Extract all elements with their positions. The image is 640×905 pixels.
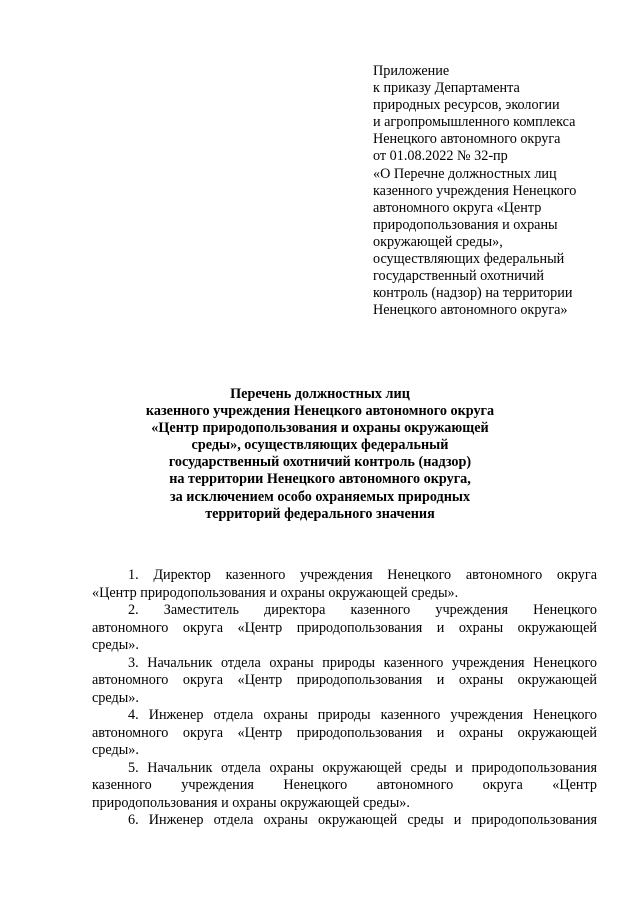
appendix-line: от 01.08.2022 № 32-пр	[373, 148, 508, 165]
list-item	[92, 812, 597, 830]
list-item-line: природопользования и охраны окружающей среды».	[92, 794, 410, 811]
appendix-line: к приказу Департамента	[373, 80, 520, 97]
title-line: «Центр природопользования и охраны окружающей	[151, 420, 489, 437]
appendix-block	[373, 63, 623, 319]
list-item	[92, 567, 597, 602]
document-title	[100, 386, 540, 523]
title-line: на территории Ненецкого автономного округа,	[169, 471, 471, 488]
list-item-line: автономного округа «Центр природопользования и охраны окружающей	[92, 672, 597, 688]
list-item-line: среды».	[92, 689, 139, 706]
list-item-line: казенного учреждения Ненецкого автономного округа «Центр	[92, 777, 597, 793]
title-line: государственный охотничий контроль (надзор)	[168, 454, 472, 471]
appendix-line: «О Перечне должностных лиц	[373, 165, 557, 182]
list-item-line: среды».	[92, 742, 139, 758]
list-item-line: 1. Директор казенного учреждения Ненецкого автономного округа	[128, 567, 597, 583]
list-item-line: 6. Инженер отдела охраны окружающей среды и природопользования	[128, 812, 597, 828]
appendix-line: казенного учреждения Ненецкого	[373, 182, 577, 199]
title-line: казенного учреждения Ненецкого автономного округа	[145, 403, 495, 420]
appendix-line: природопользования и охраны	[373, 216, 558, 233]
list-item-line: 4. Инженер отдела охраны природы казенного учреждения Ненецкого	[128, 707, 597, 723]
appendix-line: природных ресурсов, экологии	[373, 97, 560, 114]
appendix-line: окружающей среды»,	[373, 233, 503, 250]
title-line: за исключением особо охраняемых природных	[169, 488, 471, 505]
list-item	[92, 760, 597, 813]
title-line: среды», осуществляющих федеральный	[191, 437, 449, 454]
title-line: Перечень должностных лиц	[230, 386, 410, 402]
list-item-line: 5. Начальник отдела охраны окружающей среды и природопользования	[128, 759, 597, 776]
list-item-line: автономного округа «Центр природопользования и охраны окружающей	[92, 619, 597, 636]
list-item-line: «Центр природопользования и охраны окружающей среды».	[92, 584, 459, 601]
appendix-line: осуществляющих федеральный	[373, 251, 565, 268]
appendix-line: Приложение	[373, 63, 450, 79]
title-line: территорий федерального значения	[205, 505, 435, 522]
appendix-line: Ненецкого автономного округа	[373, 131, 561, 148]
list-item-line: среды».	[92, 637, 139, 653]
list-item	[92, 707, 597, 760]
appendix-line: контроль (надзор) на территории	[373, 285, 573, 302]
appendix-line: Ненецкого автономного округа»	[373, 302, 568, 319]
appendix-line: автономного округа «Центр	[373, 199, 542, 216]
list-item-line: 3. Начальник отдела охраны природы казенного учреждения Ненецкого	[128, 654, 597, 671]
appendix-line: и агропромышленного комплекса	[373, 114, 576, 131]
positions-list	[92, 567, 597, 830]
list-item-line: автономного округа «Центр природопользования и охраны окружающей	[92, 724, 597, 741]
list-item	[92, 655, 597, 708]
appendix-line: государственный охотничий	[373, 268, 545, 285]
list-item-line: 2. Заместитель директора казенного учреждения Ненецкого	[128, 602, 597, 618]
list-item	[92, 602, 597, 655]
